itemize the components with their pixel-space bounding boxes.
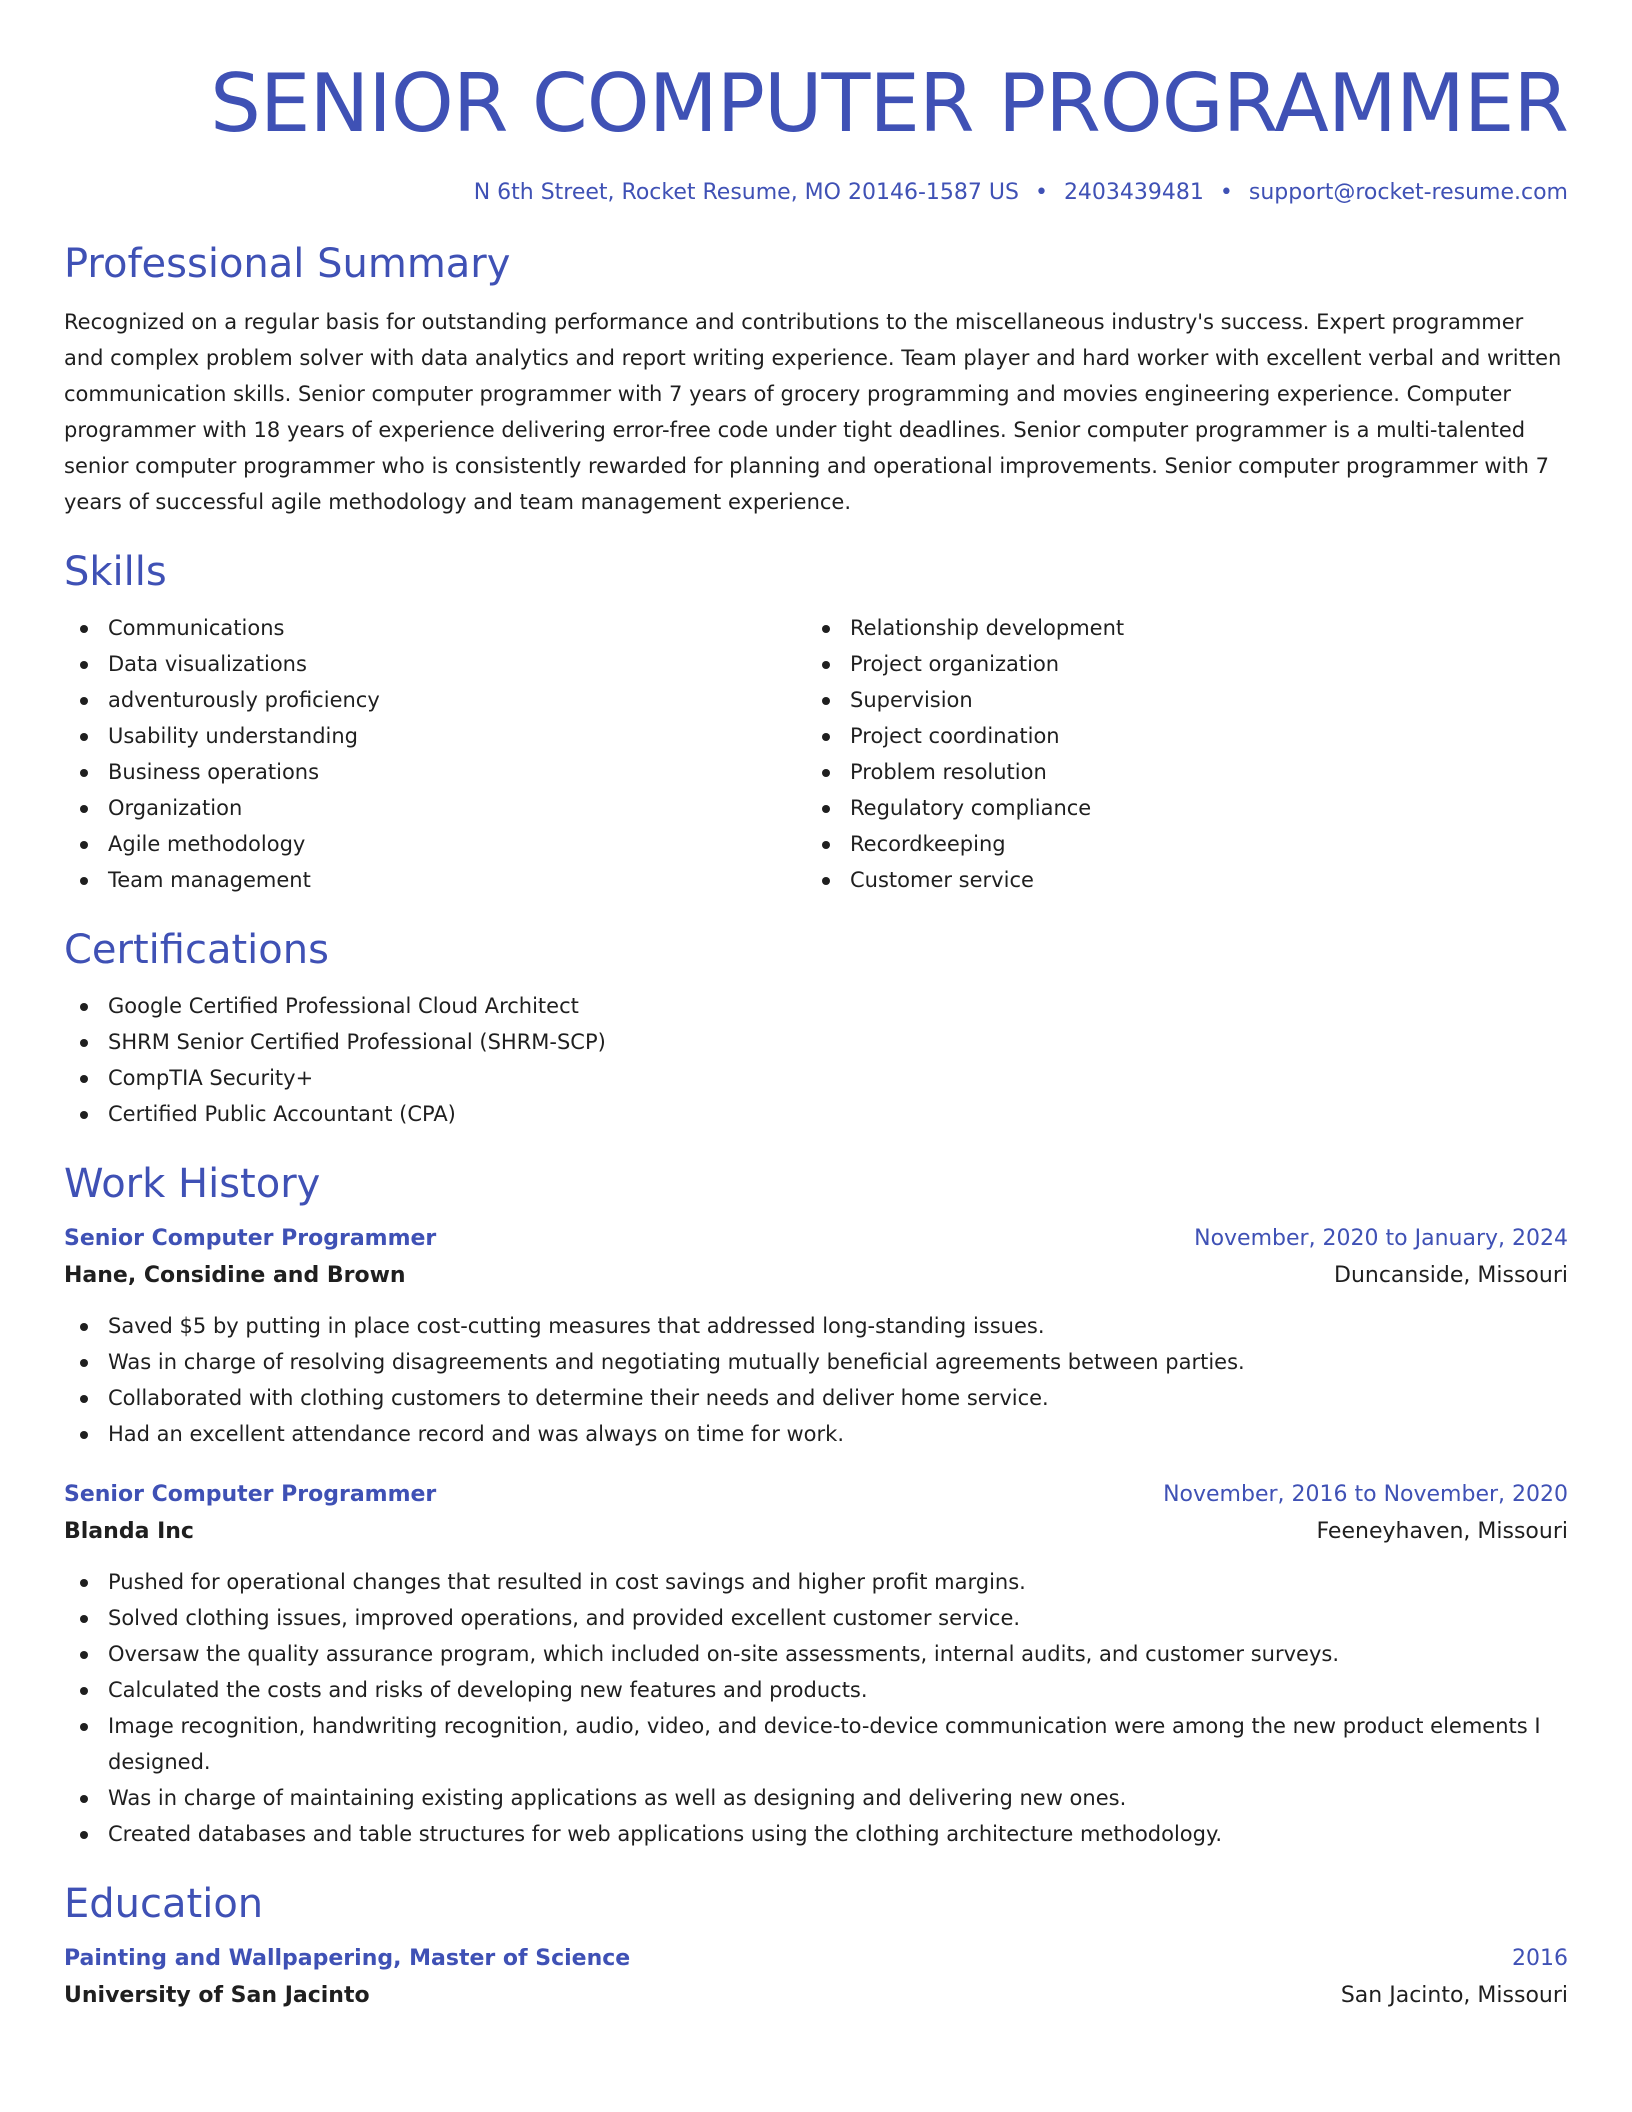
- education-location: San Jacinto, Missouri: [1340, 1983, 1568, 2008]
- skill-item: Problem resolution: [806, 754, 1568, 790]
- skills-column-right: [806, 610, 1568, 898]
- certification-item: Certified Public Accountant (CPA): [64, 1096, 1568, 1132]
- contact-line: [64, 178, 1568, 208]
- job-bullet: Collaborated with clothing customers to determine their needs and deliver home service.: [64, 1380, 1568, 1416]
- skill-item: Business operations: [64, 754, 806, 790]
- certifications-heading: Certifications: [64, 927, 329, 973]
- job-company: Hane, Considine and Brown: [64, 1263, 406, 1288]
- education-degree: Painting and Wallpapering, Master of Science: [64, 1946, 631, 1971]
- job-bullet: Pushed for operational changes that resulted in cost savings and higher profit margins.: [64, 1564, 1568, 1600]
- job-dates: November, 2020 to January, 2024: [1194, 1226, 1568, 1251]
- job-bullet: Calculated the costs and risks of developing new features and products.: [64, 1672, 1568, 1708]
- job-entry: [64, 1478, 1568, 1852]
- job-location: Duncanside, Missouri: [1334, 1263, 1568, 1288]
- skill-item: Data visualizations: [64, 646, 806, 682]
- summary-heading: Professional Summary: [64, 241, 511, 287]
- job-bullet: Oversaw the quality assurance program, which included on-site assessments, internal audits, and customer surveys.: [64, 1636, 1568, 1672]
- contact-address: N 6th Street, Rocket Resume, MO 20146-1587 US: [473, 180, 1019, 205]
- skill-item: Project organization: [806, 646, 1568, 682]
- skill-item: Supervision: [806, 682, 1568, 718]
- job-company: Blanda Inc: [64, 1519, 194, 1544]
- contact-separator: •: [1034, 180, 1048, 205]
- skill-item: Usability understanding: [64, 718, 806, 754]
- education-heading: Education: [64, 1881, 264, 1927]
- skill-item: Project coordination: [806, 718, 1568, 754]
- skills-heading: Skills: [64, 549, 167, 595]
- job-title: Senior Computer Programmer: [64, 1226, 437, 1251]
- certification-item: Google Certified Professional Cloud Architect: [64, 988, 1568, 1024]
- job-bullet: Had an excellent attendance record and was always on time for work.: [64, 1416, 1568, 1452]
- certification-item: CompTIA Security+: [64, 1060, 1568, 1096]
- job-bullet: Saved $5 by putting in place cost-cutting measures that addressed long-standing issues.: [64, 1308, 1568, 1344]
- education-year: 2016: [1512, 1946, 1568, 1971]
- job-bullet: Was in charge of resolving disagreements and negotiating mutually beneficial agreements between parties.: [64, 1344, 1568, 1380]
- skill-item: Organization: [64, 790, 806, 826]
- skill-item: Team management: [64, 862, 806, 898]
- certifications-list: [64, 988, 1568, 1132]
- job-bullet: Image recognition, handwriting recognition, audio, video, and device-to-device communication were among the new product elements I designed.: [64, 1708, 1568, 1780]
- skill-item: Communications: [64, 610, 806, 646]
- job-bullets: [64, 1564, 1568, 1852]
- contact-email: support@rocket-resume.com: [1248, 180, 1568, 205]
- skill-item: Relationship development: [806, 610, 1568, 646]
- work-history-heading: Work History: [64, 1161, 321, 1207]
- job-entry: [64, 1222, 1568, 1452]
- education-school: University of San Jacinto: [64, 1983, 370, 2008]
- certification-item: SHRM Senior Certified Professional (SHRM-SCP): [64, 1024, 1568, 1060]
- job-dates: November, 2016 to November, 2020: [1163, 1482, 1568, 1507]
- resume-title: SENIOR COMPUTER PROGRAMMER: [210, 57, 1568, 150]
- contact-separator: •: [1219, 180, 1233, 205]
- education-entry: [64, 1942, 1568, 2016]
- job-bullet: Created databases and table structures for web applications using the clothing architecture methodology.: [64, 1816, 1568, 1852]
- skill-item: Customer service: [806, 862, 1568, 898]
- contact-phone: 2403439481: [1063, 180, 1204, 205]
- skills-column-left: [64, 610, 806, 898]
- skill-item: Recordkeeping: [806, 826, 1568, 862]
- summary-text: Recognized on a regular basis for outstanding performance and contributions to the miscellaneous industry's success. Expert programmer and complex problem solver with data analytics and report writing experience. Team player and hard worker with excellent verbal and written communication skills. Senior computer programmer with 7 years of grocery programming and movies engineering experience. Computer programmer with 18 years of experience delivering error-free code under tight deadlines. Senior computer programmer is a multi-talented senior computer programmer who is consistently rewarded for planning and operational improvements. Senior computer programmer with 7 years of successful agile methodology and team management experience.: [64, 310, 1562, 514]
- skills-list: [64, 610, 1568, 898]
- skill-item: Agile methodology: [64, 826, 806, 862]
- job-bullets: [64, 1308, 1568, 1452]
- skill-item: adventurously proficiency: [64, 682, 806, 718]
- job-bullet: Solved clothing issues, improved operations, and provided excellent customer service.: [64, 1600, 1568, 1636]
- job-bullet: Was in charge of maintaining existing applications as well as designing and delivering new ones.: [64, 1780, 1568, 1816]
- skill-item: Regulatory compliance: [806, 790, 1568, 826]
- job-title: Senior Computer Programmer: [64, 1482, 437, 1507]
- job-location: Feeneyhaven, Missouri: [1316, 1519, 1568, 1544]
